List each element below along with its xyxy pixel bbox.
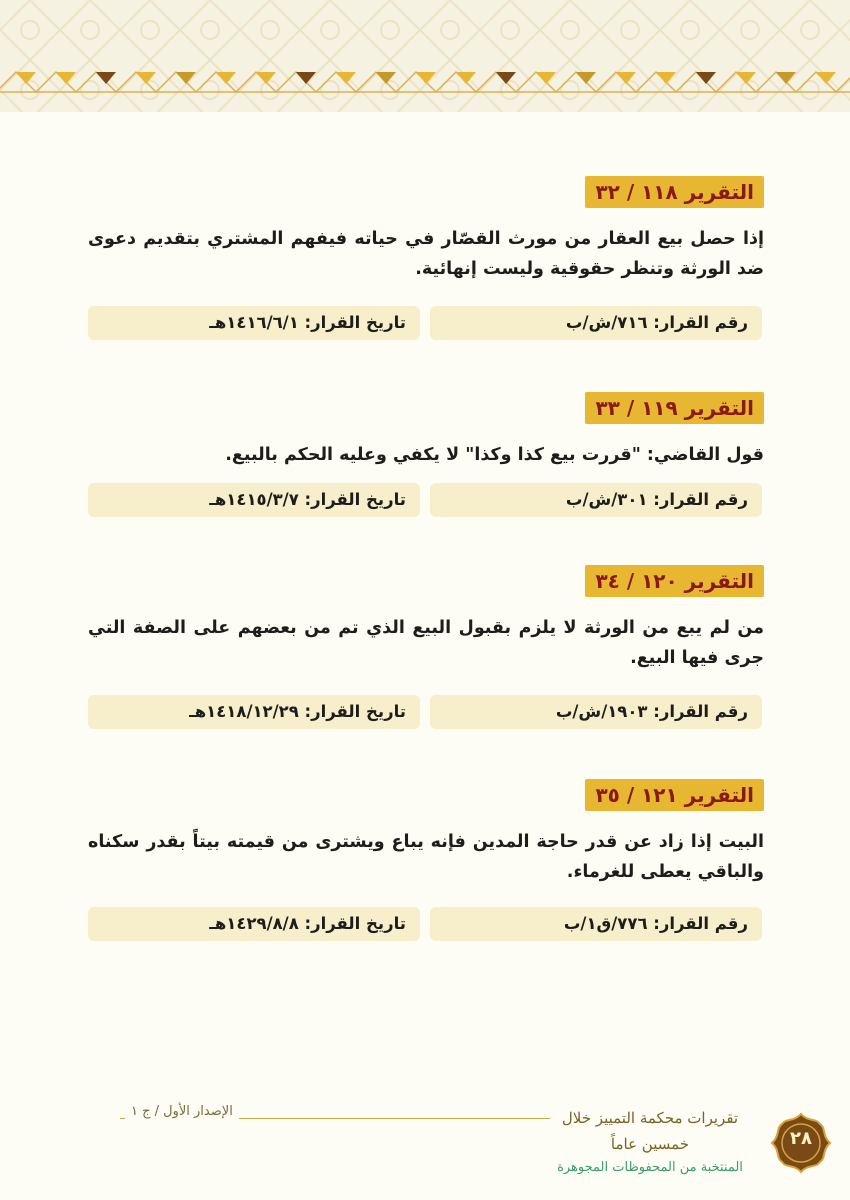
- decision-date: تاريخ القرار: ١٤٢٩/٨/٨هـ: [88, 907, 420, 941]
- decision-number: رقم القرار: ١٩٠٣/ش/ب: [430, 695, 762, 729]
- report-title: التقرير ١٢٠ / ٣٤: [585, 565, 764, 597]
- report-title: التقرير ١٢١ / ٣٥: [585, 779, 764, 811]
- page-number: ٢٨: [790, 1128, 812, 1149]
- edition-label: الإصدار الأول / ج ١: [125, 1104, 239, 1119]
- report-title: التقرير ١١٩ / ٣٣: [585, 392, 764, 424]
- decision-date: تاريخ القرار: ١٤١٦/٦/١هـ: [88, 306, 420, 340]
- report-text: قول القاضي: "قررت بيع كذا وكذا" لا يكفي وعليه الحكم بالبيع.: [225, 445, 764, 465]
- report-title: التقرير ١١٨ / ٣٢: [585, 176, 764, 208]
- report-text: إذا حصل بيع العقار من مورث القصّار في حياته فيفهم المشتري بتقديم دعوى ضد الورثة وتنظر حقوقية وليست إنهائية.: [88, 229, 764, 279]
- decision-date: تاريخ القرار: ١٤١٨/١٢/٢٩هـ: [88, 695, 420, 729]
- decision-number: رقم القرار: ٣٠١/ش/ب: [430, 483, 762, 517]
- decision-number: رقم القرار: ٧١٦/ش/ب: [430, 306, 762, 340]
- report-text: من لم يبع من الورثة لا يلزم بقبول البيع الذي تم من بعضهم على الصفة التي جرى فيها البيع.: [88, 618, 764, 668]
- decision-date: تاريخ القرار: ١٤١٥/٣/٧هـ: [88, 483, 420, 517]
- report-text: البيت إذا زاد عن قدر حاجة المدين فإنه يباع ويشترى من قيمته بيتاً بقدر سكناه والباقي يعطى للغرماء.: [88, 832, 764, 882]
- book-title-logo: [545, 1105, 755, 1175]
- logo-line-2: المنتخبة من المحفوظات المجوهرة: [557, 1160, 743, 1175]
- decision-number: رقم القرار: ٧٧٦/ق١/ب: [430, 907, 762, 941]
- logo-line-1: تقريرات محكمة التمييز خلال خمسين عاماً: [561, 1109, 739, 1153]
